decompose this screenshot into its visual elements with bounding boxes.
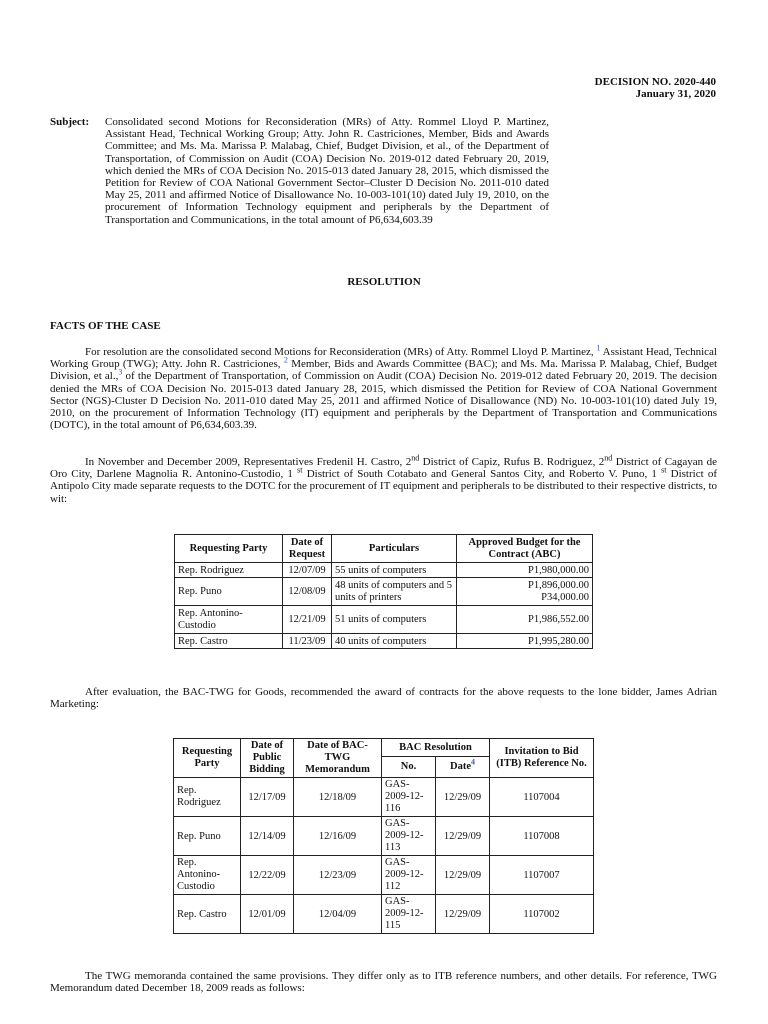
table-row: Rep. Castro 12/01/09 12/04/09 GAS-2009-12-115 12/29/09 1107002 bbox=[174, 895, 594, 934]
table-row: Rep. Antonino-Custodio 12/21/09 51 units of computers P1,986,552.00 bbox=[175, 606, 593, 634]
column-header: Requesting Party bbox=[175, 535, 283, 563]
column-header: No. bbox=[382, 757, 436, 778]
subject-label: Subject: bbox=[50, 116, 90, 128]
resolution-heading: RESOLUTION bbox=[347, 276, 421, 288]
column-header: Date$^4$ bbox=[436, 757, 490, 778]
decision-number: DECISION NO. 2020-440 bbox=[594, 76, 716, 88]
column-header: Date of BAC-TWG Memorandum bbox=[294, 739, 382, 778]
column-header: Particulars bbox=[332, 535, 457, 563]
footnote-ref-2[interactable]: 2 bbox=[283, 355, 288, 365]
decision-date: January 31, 2020 bbox=[635, 88, 716, 100]
table-row: Rep. Puno 12/08/09 48 units of computers and 5 units of printers P1,896,000.00 P34,000.00 bbox=[175, 578, 593, 606]
paragraph-4: The TWG memoranda contained the same provisions. They differ only as to ITB reference numbers, and other details. For reference, TWG Memorandum dated December 18, 2009 reads as follows: bbox=[50, 970, 717, 995]
paragraph-3: After evaluation, the BAC-TWG for Goods, recommended the award of contracts for the above requests to the lone bidder, James Adrian Marketing: bbox=[50, 686, 717, 711]
award-table bbox=[173, 738, 594, 934]
column-header: Date of Request bbox=[283, 535, 332, 563]
table-header-row bbox=[175, 535, 593, 563]
footnote-ref-1[interactable]: 1 bbox=[596, 343, 601, 353]
decision-header bbox=[595, 76, 716, 100]
table-row: Rep. Antonino-Custodio 12/22/09 12/23/09 GAS-2009-12-112 12/29/09 1107007 bbox=[174, 856, 594, 895]
column-header: Invitation to Bid (ITB) Reference No. bbox=[490, 739, 594, 778]
facts-heading: FACTS OF THE CASE bbox=[50, 320, 161, 332]
column-header: Requesting Party bbox=[174, 739, 241, 778]
requests-table bbox=[174, 534, 593, 649]
footnote-ref-4[interactable]: 4 bbox=[471, 757, 475, 767]
table-row: Rep. Rodriguez 12/17/09 12/18/09 GAS-2009-12-116 12/29/09 1107004 bbox=[174, 778, 594, 817]
column-header: Date of Public Bidding bbox=[241, 739, 294, 778]
subject-text: Consolidated second Motions for Reconsideration (MRs) of Atty. Rommel Lloyd P. Martinez, Assistant Head, Technical Working Group; Atty. John R. Castriciones, Member, Bids and Awards Committee; and Ms. Ma. Marissa P. Malabag, Chief, Budget Division, et al., of the Department of Transportation, of Commission on Audit (COA) Decision No. 2019-012 dated February 20, 2019, which denied the MRs of COA Decision No. 2015-013 dated January 28, 2015, which dismissed the Petition for Review of COA National Government Sector–Cluster D Decision No. 2011-010 dated May 25, 2011 and affirmed Notice of Disallowance No. 10-003-101(10) dated July 19, 2010, on the procurement of Information Technology equipment and peripherals by the Department of Transportation and Communications, in the total amount of P6,634,603.39 bbox=[105, 116, 549, 226]
column-header: Approved Budget for the Contract (ABC) bbox=[457, 535, 593, 563]
paragraph-2: In November and December 2009, Representatives Fredenil H. Castro, 2nd District of Capiz, Rufus B. Rodriguez, 2nd District of Cagayan de Oro City, Darlene Magnolia R. Antonino-Custodio, 1 $^{st}$ District of South Cotabato and General Santos City, and Roberto V. Puno, 1 $^{st}$ District of Antipolo City made separate requests to the DOTC for the procurement of IT equipment and peripherals to be distributed to their respective districts, to wit: bbox=[50, 453, 718, 505]
footnote-ref-3[interactable]: 3 bbox=[118, 367, 123, 377]
column-header: BAC Resolution bbox=[382, 739, 490, 757]
table-row: Rep. Rodriguez 12/07/09 55 units of computers P1,980,000.00 bbox=[175, 563, 593, 578]
table-header-row bbox=[174, 739, 594, 757]
table-row: Rep. Castro 11/23/09 40 units of computers P1,995,280.00 bbox=[175, 634, 593, 649]
paragraph-1: For resolution are the consolidated second Motions for Reconsideration (MRs) of Atty. Rommel Lloyd P. Martinez, $^1$ Assistant Head, Technical Working Group (TWG); Atty. John R. Castriciones, $^2$ Member, Bids and Awards Committee (BAC); and Ms. Ma. Marissa P. Malabag, Chief, Budget Division, et al.,$^3$ of the Department of Transportation, of Commission on Audit (COA) Decision No. 2019-012 dated February 20, 2019. The decision denied the MRs of COA Decision No. 2015-013 dated January 28, 2015, which dismissed the Petition for Review of COA National Government Sector (NGS)-Cluster D Decision No. 2011-010 dated May 25, 2011 and affirmed Notice of Disallowance (ND) No. 10-003-101(10) dated July 19, 2010, on the procurement of Information Technology (IT) equipment and peripherals by the Department of Transportation and Communications (DOTC), in the total amount of P6,634,603.39. bbox=[50, 343, 718, 432]
table-row: Rep. Puno 12/14/09 12/16/09 GAS-2009-12-113 12/29/09 1107008 bbox=[174, 817, 594, 856]
